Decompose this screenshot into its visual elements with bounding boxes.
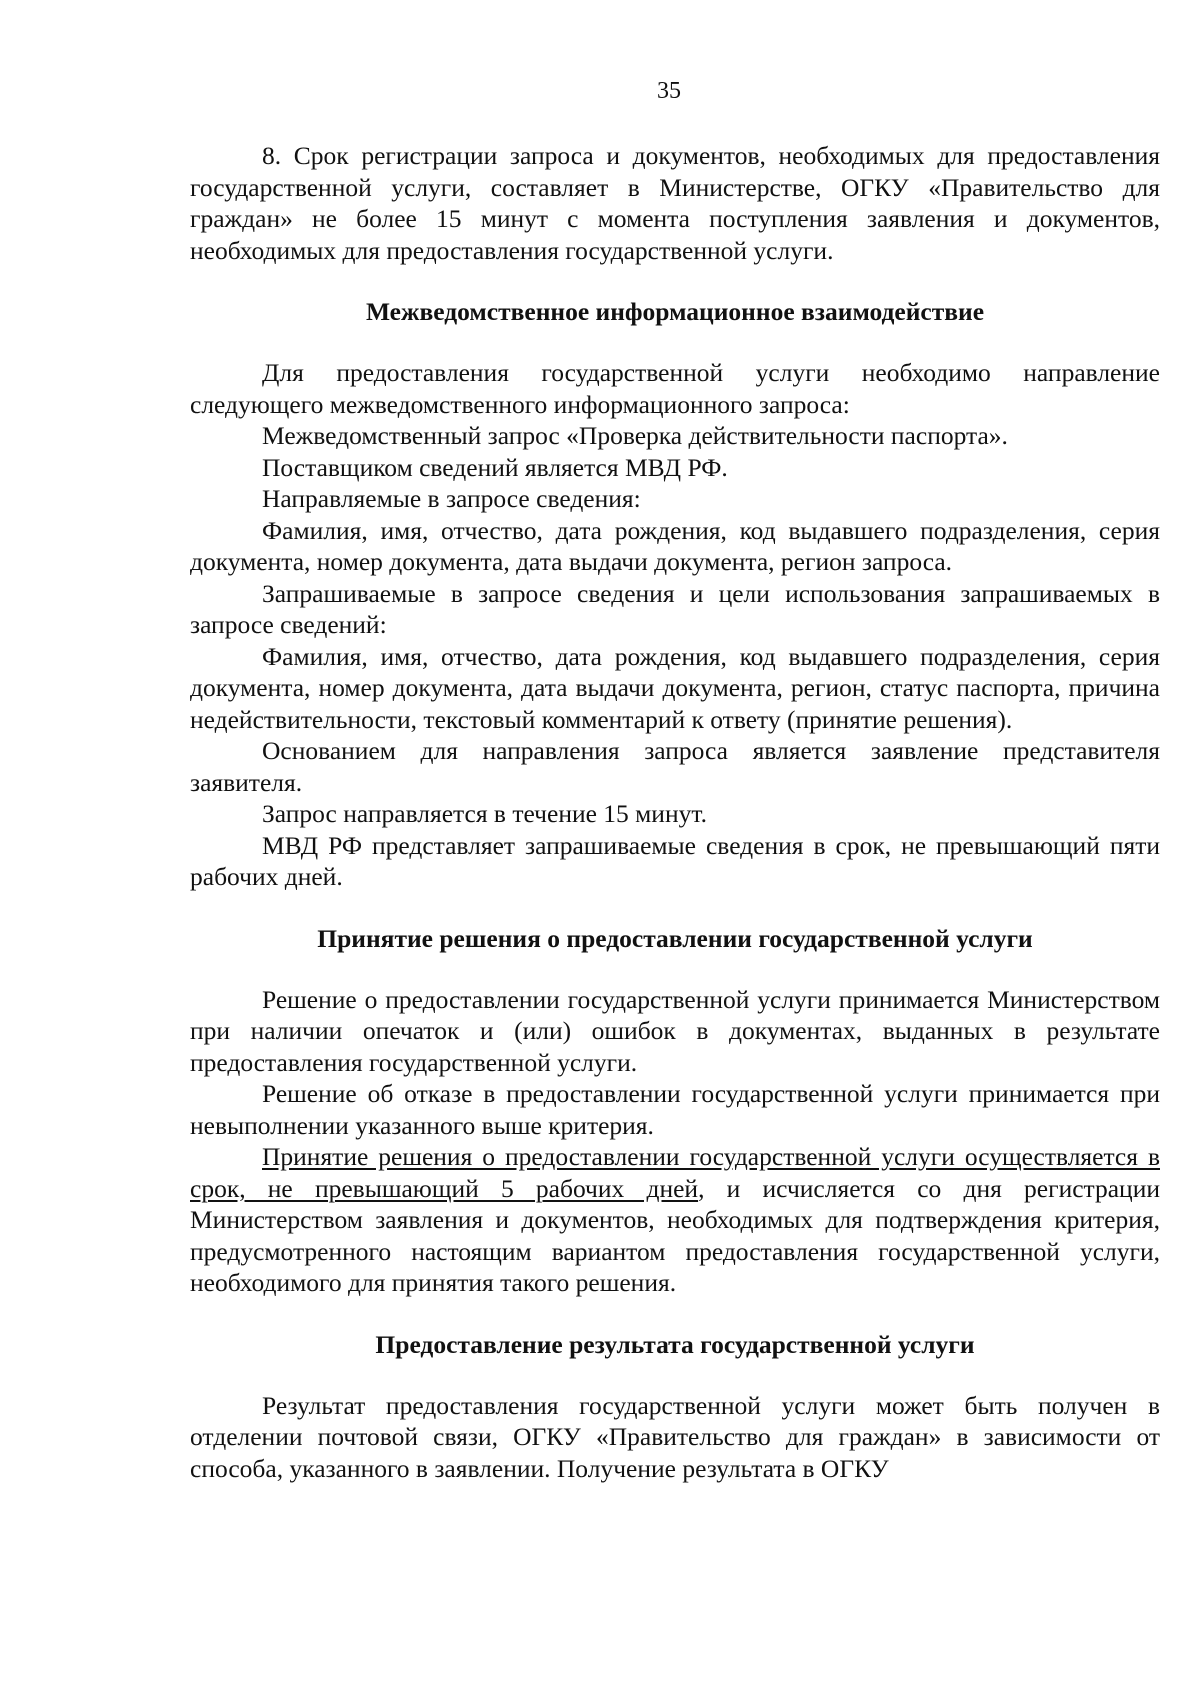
paragraph-result-delivery: Результат предоставления государственной услуги может быть получен в отделении почтовой связи, ОГКУ «Правительство для граждан» в зависимости от способа, указанного в заявлении. Получение результата в ОГКУ <box>190 1390 1160 1483</box>
paragraph-decision-refusal: Решение об отказе в предоставлении государственной услуги принимается при невыполнении указанного выше критерия. <box>190 1079 1160 1140</box>
page-number: 35 <box>657 78 681 104</box>
paragraph-provider: Поставщиком сведений является МВД РФ. <box>262 452 728 482</box>
section-heading-result: Предоставление результата государственной услуги <box>375 1329 975 1359</box>
paragraph-request-basis: Основанием для направления запроса является заявление представителя заявителя. <box>190 736 1160 797</box>
paragraph-decision-grant: Решение о предоставлении государственной услуги принимается Министерством при наличии опечаток и (или) ошибок в документах, выданных в результате предоставления государственной услуги. <box>190 984 1160 1077</box>
paragraph-requested-data-label: Запрашиваемые в запросе сведения и цели использования запрашиваемых в запросе сведений: <box>190 578 1160 639</box>
decision-term-rest: , и исчисляется со дня регистрации Министерством заявления и документов, необходимых для подтверждения критерия, предусмотренного настоящим вариантом предоставления государственной услуги, необходимого для принятия такого решения. <box>190 1173 1160 1297</box>
decision-term-underlined: Принятие решения о предоставлении государственной услуги осуществляется в срок, не превышающий 5 рабочих дней <box>190 1142 1160 1203</box>
paragraph-response-term: МВД РФ представляет запрашиваемые сведения в срок, не превышающий пяти рабочих дней. <box>190 830 1160 891</box>
paragraph-requested-data: Фамилия, имя, отчество, дата рождения, код выдавшего подразделения, серия документа, номер документа, дата выдачи документа, регион, статус паспорта, причина недействительности, текстовый комментарий к ответу (принятие решения). <box>190 641 1160 734</box>
paragraph-registration-term: 8. Срок регистрации запроса и документов, необходимых для предоставления государственной услуги, составляет в Министерстве, ОГКУ «Правительство для граждан» не более 15 минут с момента поступления заявления и документов, необходимых для предоставления государственной услуги. <box>190 141 1160 265</box>
paragraph-passport-request: Межведомственный запрос «Проверка действительности паспорта». <box>262 421 1008 450</box>
paragraph-request-timing: Запрос направляется в течение 15 минут. <box>262 799 707 828</box>
paragraph-decision-term <box>190 1141 1160 1299</box>
paragraph-interagency-intro: Для предоставления государственной услуги необходимо направление следующего межведомственного информационного запроса: <box>190 358 1160 419</box>
section-heading-decision: Принятие решения о предоставлении государственной услуги <box>317 923 1033 953</box>
document-body <box>190 140 1160 1484</box>
paragraph-sent-data-label: Направляемые в запросе сведения: <box>262 484 641 513</box>
paragraph-sent-data: Фамилия, имя, отчество, дата рождения, код выдавшего подразделения, серия документа, номер документа, дата выдачи документа, регион запроса. <box>190 515 1160 576</box>
section-heading-interagency: Межведомственное информационное взаимодействие <box>365 297 985 326</box>
